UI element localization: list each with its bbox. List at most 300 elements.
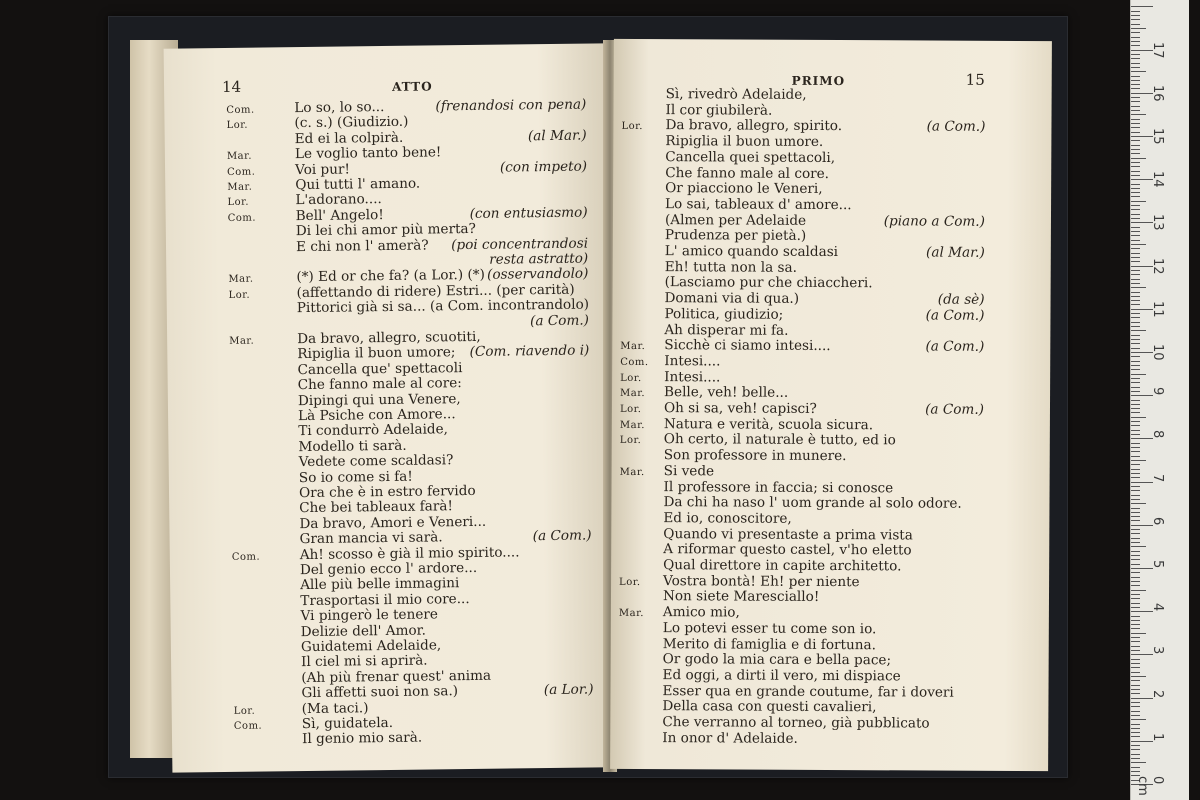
- ruler-tick: [1131, 469, 1140, 470]
- verse-line: Qual direttore in capite architetto.: [663, 557, 902, 575]
- verse-line: Ora che è in estro fervido: [298, 482, 476, 502]
- verse-line: E chi non l' amerà?: [295, 237, 429, 255]
- ruler-tick: [1131, 581, 1140, 582]
- ruler-tick: [1131, 551, 1140, 552]
- stage-direction: (a Com.): [925, 307, 985, 324]
- ruler-tick: [1131, 637, 1140, 638]
- speaker-label: Lor.: [621, 121, 644, 133]
- ruler-number: 4: [1150, 603, 1165, 612]
- stage-direction: resta astratto): [489, 250, 589, 268]
- verse-line: Gli affetti suoi non sa.): [301, 683, 459, 702]
- ruler-tick: [1131, 41, 1140, 42]
- ruler-tick: [1131, 754, 1140, 755]
- verse-line: Ed ei la colpirà.: [294, 129, 404, 147]
- ruler-tick: [1131, 28, 1146, 29]
- speaker-label: Mar.: [620, 341, 646, 353]
- ruler-tick: [1131, 110, 1140, 111]
- verse-line: Ah disperar mi fa.: [664, 321, 789, 339]
- verse-line: Da bravo, allegro, scuotiti,: [297, 328, 481, 348]
- ruler-tick: [1131, 706, 1140, 707]
- verse-line: Ed oggi, a dirti il vero, mi dispiace: [662, 667, 901, 685]
- ruler-tick: [1131, 348, 1140, 349]
- left-page-number: 14: [221, 77, 242, 97]
- speaker-label: Lor.: [619, 435, 642, 447]
- ruler-tick: [1131, 335, 1140, 336]
- stage-direction: (da sè): [937, 291, 985, 308]
- ruler-tick: [1131, 728, 1140, 729]
- verse-line: Da bravo, Amori e Veneri...: [299, 513, 487, 532]
- verse-line: Pittorici già si sa... (a Com. incontrandolo): [296, 296, 590, 317]
- ruler-tick: [1131, 529, 1140, 530]
- ruler-tick: [1131, 598, 1140, 599]
- ruler-tick: [1131, 149, 1140, 150]
- verse-line: Esser qua en grande coutume, far i doveri: [662, 682, 954, 701]
- ruler-tick: [1131, 15, 1140, 16]
- ruler-tick: [1131, 736, 1140, 737]
- speaker-label: Lor.: [619, 576, 641, 588]
- ruler-tick: [1131, 546, 1146, 547]
- verse-line: Alle più belle immagini: [300, 575, 460, 594]
- ruler-tick: [1131, 412, 1140, 413]
- verse-line: Or piacciono le Veneri,: [665, 180, 823, 198]
- ruler-tick: [1131, 538, 1140, 539]
- ruler-tick: [1131, 67, 1140, 68]
- verse-line: In onor d' Adelaide.: [662, 729, 798, 747]
- ruler-tick: [1131, 227, 1140, 228]
- verse-line: Il cor giubilerà.: [665, 101, 773, 119]
- ruler-tick: [1131, 97, 1140, 98]
- verse-line: Il ciel mi si aprirà.: [301, 652, 428, 671]
- ruler-tick: [1131, 542, 1140, 543]
- verse-line: L' amico quando scaldasi: [664, 243, 839, 261]
- ruler-tick: [1131, 603, 1140, 604]
- verse-line: Amico mio,: [662, 604, 740, 621]
- ruler-tick: [1131, 279, 1140, 280]
- verse-line: So io come si fa!: [298, 468, 413, 486]
- ruler-number: 9: [1150, 387, 1165, 396]
- left-running-head: ATTO: [391, 79, 433, 94]
- ruler-tick: [1131, 590, 1146, 591]
- verse-line: Vi pingerò le tenere: [300, 606, 439, 625]
- ruler-tick: [1131, 304, 1140, 305]
- ruler-tick: [1131, 188, 1140, 189]
- ruler-tick: [1131, 464, 1140, 465]
- ruler-tick: [1131, 456, 1140, 457]
- verse-line: L'adorano....: [295, 191, 382, 209]
- verse-line: Sicchè ci siamo intesi....: [664, 337, 831, 355]
- ruler-tick: [1131, 326, 1140, 327]
- ruler-tick: [1131, 749, 1140, 750]
- ruler-tick: [1131, 404, 1140, 405]
- ruler-tick: [1131, 771, 1140, 772]
- verse-line: Il genio mio sarà.: [301, 729, 423, 748]
- ruler-tick: [1131, 300, 1140, 301]
- ruler-number: 7: [1150, 473, 1165, 482]
- ruler-tick: [1131, 283, 1140, 284]
- verse-line: Oh certo, il naturale è tutto, ed io: [663, 431, 896, 449]
- stage-direction: (al Mar.): [926, 244, 985, 261]
- speaker-label: Com.: [231, 551, 261, 563]
- ruler-tick: [1131, 611, 1153, 612]
- ruler-tick: [1131, 231, 1140, 232]
- verse-line: Di lei chi amor più merta?: [295, 221, 476, 240]
- ruler-tick: [1131, 702, 1140, 703]
- verse-line: Cancella que' spettacoli: [297, 359, 463, 378]
- ruler-tick: [1131, 235, 1140, 236]
- ruler-tick: [1131, 533, 1140, 534]
- ruler-number: 5: [1150, 560, 1165, 569]
- verse-line: Che bei tableaux farà!: [299, 498, 453, 517]
- ruler-tick: [1131, 257, 1140, 258]
- ruler-tick: [1131, 32, 1140, 33]
- ruler-tick: [1131, 218, 1140, 219]
- speaker-label: Mar.: [618, 607, 644, 620]
- ruler-tick: [1131, 382, 1140, 383]
- speaker-label: Mar.: [620, 388, 646, 400]
- ruler-tick: [1131, 54, 1140, 55]
- speaker-label: Com.: [227, 166, 256, 178]
- ruler-tick: [1131, 58, 1140, 59]
- speaker-label: Lor.: [227, 197, 250, 209]
- ruler-tick: [1131, 628, 1140, 629]
- verse-line: Intesi....: [664, 353, 721, 370]
- right-page-number: 15: [965, 70, 985, 89]
- ruler-tick: [1131, 564, 1140, 565]
- stage-direction: (poi concentrandosi: [451, 235, 589, 253]
- ruler-tick: [1131, 633, 1146, 634]
- ruler-number: 0 cm: [1135, 776, 1165, 796]
- speaker-label: Lor.: [233, 705, 256, 717]
- ruler-tick: [1131, 646, 1140, 647]
- verse-line: Natura e verità, scuola sicura.: [663, 415, 874, 433]
- ruler-tick: [1131, 378, 1140, 379]
- ruler-tick: [1131, 313, 1140, 314]
- ruler-tick: [1131, 715, 1140, 716]
- ruler-tick: [1131, 343, 1140, 344]
- ruler-tick: [1131, 663, 1140, 664]
- ruler-tick: [1131, 127, 1140, 128]
- ruler-tick: [1131, 400, 1140, 401]
- verse-line: Prudenza per pietà.): [664, 227, 807, 245]
- verse-line: Vostra bontà! Eh! per niente: [663, 572, 860, 590]
- ruler-tick: [1131, 192, 1140, 193]
- ruler-tick: [1131, 114, 1146, 115]
- verse-line: Domani via di qua.): [664, 290, 800, 307]
- verse-line: Non siete Maresciallo!: [662, 588, 820, 606]
- verse-line: Dipingi qui una Venere,: [297, 390, 461, 409]
- ruler-tick: [1131, 680, 1140, 681]
- speaker-label: Mar.: [226, 150, 253, 163]
- ruler-tick: [1131, 577, 1140, 578]
- ruler-number: 13: [1150, 214, 1165, 231]
- stage-direction: (con impeto): [499, 158, 588, 176]
- ruler-tick: [1131, 101, 1140, 102]
- verse-line: Da bravo, allegro, spirito.: [665, 117, 843, 135]
- ruler-tick: [1131, 387, 1140, 388]
- verse-line: Modello ti sarà.: [298, 437, 407, 455]
- verse-line: Or godo la mia cara e bella pace;: [662, 651, 892, 669]
- speaker-label: Com.: [233, 720, 263, 732]
- ruler-tick: [1131, 451, 1140, 452]
- ruler-tick: [1131, 296, 1140, 297]
- ruler-tick: [1131, 175, 1140, 176]
- verse-line: Che fanno male al core:: [297, 375, 462, 394]
- ruler-tick: [1131, 443, 1140, 444]
- verse-line: (Ah più frenar quest' anima: [301, 667, 492, 686]
- verse-line: Quando vi presentaste a prima vista: [663, 525, 913, 544]
- ruler-tick: [1131, 76, 1140, 77]
- ruler-number: 16: [1150, 84, 1165, 102]
- ruler-tick: [1131, 11, 1140, 12]
- ruler-number: 14: [1150, 171, 1165, 188]
- verse-line: Sì, guidatela.: [301, 714, 394, 733]
- ruler-number: 12: [1150, 257, 1165, 275]
- ruler-number: 1: [1150, 732, 1165, 742]
- ruler-tick: [1131, 201, 1146, 202]
- ruler-tick: [1131, 84, 1140, 85]
- verse-line: Sì, rivedrò Adelaide,: [665, 86, 807, 103]
- ruler-tick: [1131, 745, 1140, 746]
- ruler-tick: [1131, 585, 1140, 586]
- ruler-tick: [1131, 80, 1140, 81]
- ruler-tick: [1131, 339, 1140, 340]
- ruler-tick: [1131, 140, 1140, 141]
- ruler-tick: [1131, 132, 1140, 133]
- ruler-tick: [1131, 495, 1140, 496]
- ruler-tick: [1131, 447, 1140, 448]
- ruler-tick: [1131, 767, 1140, 768]
- ruler-number: 17: [1150, 41, 1165, 59]
- ruler-tick: [1131, 287, 1146, 288]
- ruler-tick: [1131, 330, 1146, 331]
- speaker-label: Mar.: [227, 181, 253, 193]
- verse-line: Gran mancia vi sarà.: [299, 529, 443, 548]
- ruler-number: 11: [1150, 300, 1165, 318]
- ruler-tick: [1131, 292, 1140, 293]
- verse-line: (Lasciamo pur che chiaccheri.: [664, 274, 873, 292]
- stage-direction: (a Lor.): [543, 681, 594, 699]
- verse-line: Della casa con questi cavalieri,: [662, 698, 877, 716]
- ruler-tick: [1131, 516, 1140, 517]
- ruler-tick: [1131, 205, 1140, 206]
- speaker-label: Mar.: [229, 335, 255, 347]
- ruler-tick: [1131, 559, 1140, 560]
- ruler-tick: [1131, 473, 1140, 474]
- stage-direction: (a Com.): [926, 118, 986, 136]
- right-running-head: PRIMO: [791, 73, 846, 89]
- ruler-number: 15: [1150, 128, 1165, 145]
- verse-line: Oh si sa, veh! capisci?: [663, 400, 817, 417]
- stage-direction: (frenandosi con pena): [435, 96, 587, 115]
- verse-line: Trasportasi il mio core...: [300, 590, 470, 609]
- ruler-tick: [1131, 123, 1140, 124]
- verse-line: Eh! tutta non la sa.: [664, 258, 797, 276]
- ruler-tick: [1131, 240, 1140, 241]
- verse-line: (affettando di ridere) Estri... (per carità): [296, 281, 575, 301]
- ruler-tick: [1131, 63, 1140, 64]
- verse-line: (c. s.) (Giudizio.): [294, 114, 409, 132]
- ruler-tick: [1131, 758, 1140, 759]
- ruler-number: 2: [1150, 689, 1165, 698]
- ruler-tick: [1131, 19, 1140, 20]
- ruler-number: 3: [1150, 646, 1165, 655]
- speaker-label: Com.: [226, 104, 255, 116]
- verse-line: Qui tutti l' amano.: [295, 175, 421, 194]
- stage-direction: (a Com.): [530, 312, 590, 329]
- verse-line: Del genio ecco l' ardore...: [299, 559, 478, 579]
- verse-line: Ripiglia il buon umore.: [665, 133, 824, 151]
- ruler-tick: [1131, 693, 1140, 694]
- stage-direction: (a Com.): [532, 527, 592, 545]
- ruler-tick: [1131, 166, 1140, 167]
- verse-line: Politica, giudizio;: [664, 305, 784, 323]
- verse-line: Voi pur!: [294, 161, 351, 178]
- verse-line: Che fanno male al core.: [665, 164, 830, 182]
- left-page: [164, 43, 613, 772]
- verse-line: Lo so, lo so...: [294, 99, 385, 117]
- ruler-tick: [1131, 620, 1140, 621]
- ruler-tick: [1131, 145, 1140, 146]
- ruler-tick: [1131, 214, 1140, 215]
- verse-line: Ti condurrò Adelaide,: [298, 421, 449, 440]
- ruler-tick: [1131, 512, 1140, 513]
- verse-line: Ah! scosso è già il mio spirito....: [299, 543, 520, 563]
- speaker-label: Com.: [620, 356, 649, 368]
- ruler-tick: [1131, 762, 1146, 763]
- ruler-tick: [1131, 654, 1153, 655]
- verse-line: A riformar questo castel, v'ho eletto: [663, 541, 912, 559]
- ruler-tick: [1131, 322, 1140, 323]
- ruler-tick: [1131, 719, 1146, 720]
- ruler-tick: [1131, 395, 1153, 396]
- ruler-tick: [1131, 24, 1140, 25]
- ruler-tick: [1131, 88, 1140, 89]
- stage-direction: (Com. riavendo i): [469, 342, 590, 361]
- ruler-tick: [1131, 45, 1140, 46]
- ruler-number: 6: [1150, 516, 1165, 526]
- stage-direction: (piano a Com.): [883, 212, 986, 230]
- ruler-tick: [1131, 408, 1140, 409]
- ruler-tick: [1131, 490, 1140, 491]
- stage-direction: (al Mar.): [527, 127, 587, 145]
- ruler-tick: [1131, 650, 1140, 651]
- ruler-tick: [1131, 616, 1140, 617]
- ruler-tick: [1131, 486, 1140, 487]
- ruler-tick: [1131, 667, 1140, 668]
- ruler-tick: [1131, 711, 1140, 712]
- ruler-tick: [1131, 196, 1140, 197]
- speaker-label: Com.: [227, 212, 257, 224]
- ruler-tick: [1131, 460, 1146, 461]
- ruler-tick: [1131, 499, 1140, 500]
- ruler-tick: [1131, 119, 1140, 120]
- ruler-tick: [1131, 261, 1140, 262]
- speaker-label: Mar.: [619, 466, 645, 478]
- verse-line: Lo potevi esser tu come son io.: [662, 619, 877, 638]
- verse-line: (Almen per Adelaide: [664, 211, 807, 229]
- ruler-tick: [1131, 209, 1140, 210]
- verse-line: Delizie dell' Amor.: [300, 622, 427, 640]
- stage-direction: (con entusiasmo): [469, 204, 588, 222]
- ruler-tick: [1131, 369, 1140, 370]
- ruler-tick: [1131, 6, 1153, 7]
- ruler-tick: [1131, 607, 1140, 608]
- ruler-tick: [1131, 508, 1140, 509]
- ruler-tick: [1131, 417, 1146, 418]
- stage-direction: (osservandolo): [487, 265, 589, 284]
- speaker-label: Mar.: [228, 274, 254, 286]
- verse-line: Guidatemi Adelaide,: [300, 637, 442, 656]
- ruler-tick: [1131, 438, 1153, 439]
- ruler-tick: [1131, 689, 1140, 690]
- ruler-tick: [1131, 676, 1146, 677]
- ruler-tick: [1131, 71, 1146, 72]
- ruler-tick: [1131, 594, 1140, 595]
- ruler-tick: [1131, 503, 1146, 504]
- speaker-label: Lor.: [620, 372, 642, 384]
- speaker-label: Lor.: [226, 120, 249, 132]
- speaker-label: Lor.: [619, 403, 642, 416]
- verse-line: Si vede: [663, 462, 715, 480]
- ruler-tick: [1131, 685, 1140, 686]
- ruler-tick: [1131, 421, 1140, 422]
- verse-line: Bell' Angelo!: [295, 206, 384, 224]
- stage-direction: (a Com.): [925, 338, 985, 355]
- ruler-tick: [1131, 732, 1140, 733]
- stage-direction: (a Com.): [925, 401, 985, 418]
- ruler-tick: [1131, 274, 1140, 275]
- ruler-tick: [1131, 356, 1140, 357]
- verse-line: Lo sai, tableaux d' amore...: [665, 196, 852, 213]
- verse-line: Ed io, conoscitore,: [663, 510, 792, 527]
- ruler-number: 8: [1150, 430, 1165, 439]
- speaker-label: Lor.: [228, 289, 251, 301]
- ruler-tick: [1131, 555, 1140, 556]
- ruler-tick: [1131, 184, 1140, 185]
- ruler-tick: [1131, 365, 1140, 366]
- verse-line: Son professore in munere.: [663, 447, 847, 465]
- ruler-tick: [1131, 37, 1140, 38]
- measuring-ruler: [1130, 0, 1189, 800]
- verse-line: Il professore in faccia; si conosce: [663, 478, 894, 496]
- ruler-tick: [1131, 253, 1140, 254]
- ruler-tick: [1131, 641, 1140, 642]
- verse-line: Le voglio tanto bene!: [294, 144, 442, 163]
- verse-line: Da chi ha naso l' uom grande al solo odore.: [663, 494, 962, 512]
- ruler-tick: [1131, 374, 1146, 375]
- ruler-tick: [1131, 391, 1140, 392]
- ruler-tick: [1131, 434, 1140, 435]
- ruler-tick: [1131, 724, 1140, 725]
- ruler-number: 10: [1150, 344, 1165, 361]
- verse-line: Che verranno al torneo, già pubblicato: [662, 714, 930, 732]
- verse-line: (*) Ed or che fa? (a Lor.) (*): [296, 267, 485, 286]
- ruler-tick: [1131, 430, 1140, 431]
- verse-line: Cancella quei spettacoli,: [665, 148, 836, 166]
- ruler-tick: [1131, 248, 1140, 249]
- verse-line: Vedete come scaldasi?: [298, 452, 454, 471]
- ruler-tick: [1131, 659, 1140, 660]
- verse-line: (Ma taci.): [301, 699, 369, 717]
- ruler-tick: [1131, 162, 1140, 163]
- ruler-tick: [1131, 572, 1140, 573]
- ruler-tick: [1131, 317, 1140, 318]
- ruler-tick: [1131, 106, 1140, 107]
- ruler-tick: [1131, 270, 1140, 271]
- ruler-tick: [1131, 520, 1140, 521]
- verse-line: Belle, veh! belle...: [664, 384, 789, 402]
- ruler-tick: [1131, 624, 1140, 625]
